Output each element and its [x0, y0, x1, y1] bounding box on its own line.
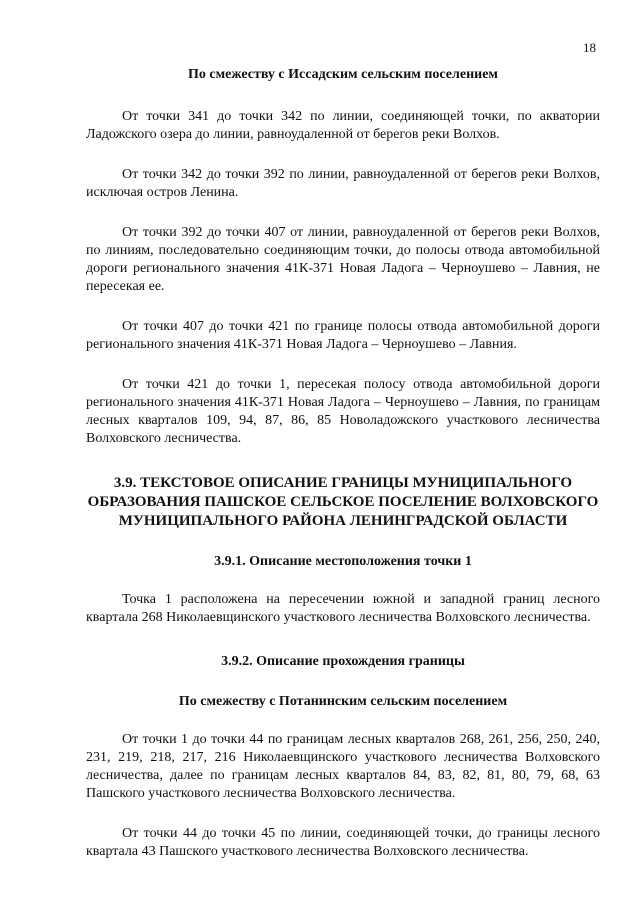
- page-content: [86, 66, 600, 861]
- subsection-title-3-9-1: 3.9.1. Описание местоположения точки 1: [214, 554, 472, 569]
- heading-issad-border: По смежеству с Иссадским сельским поселением: [188, 67, 498, 82]
- heading-potanino-border: По смежеству с Потанинским сельским поселением: [178, 694, 508, 709]
- paragraph-issad-4: От точки 407 до точки 421 по границе полосы отвода автомобильной дороги регионального значения 41К-371 Новая Ладога – Черноушево – Лавния.: [86, 319, 600, 352]
- section-title-3-9: 3.9. ТЕКСТОВОЕ ОПИСАНИЕ ГРАНИЦЫ МУНИЦИПАЛЬНОГО ОБРАЗОВАНИЯ ПАШСКОЕ СЕЛЬСКОЕ ПОСЕЛЕНИЕ ВОЛХОВСКОГО МУНИЦИПАЛЬНОГО РАЙОНА ЛЕНИНГРАДСКОЙ ОБЛАСТИ: [87, 475, 599, 529]
- paragraph-potanino-2: От точки 44 до точки 45 по линии, соединяющей точки, до границы лесного квартала 43 Пашского участкового лесничества Волховского лесничества.: [86, 826, 600, 859]
- paragraph-potanino-1: От точки 1 до точки 44 по границам лесных кварталов 268, 261, 256, 250, 240, 231, 219, 218, 217, 216 Николаевщинского участкового лесничества Волховского лесничества, далее по границам лесных кварталов 84, 83, 82, 81, 80, 79, 68, 63 Пашского участкового лесничества Волховского лесничества.: [86, 732, 600, 801]
- paragraph-point-1-location: Точка 1 расположена на пересечении южной и западной границ лесного квартала 268 Николаевщинского участкового лесничества Волховского лесничества.: [86, 592, 600, 625]
- page-number: 18: [583, 40, 596, 55]
- paragraph-issad-5: От точки 421 до точки 1, пересекая полосу отвода автомобильной дороги регионального значения 41К-371 Новая Ладога – Черноушево – Лавния, по границам лесных кварталов 109, 94, 87, 86, 85 Новоладожского участкового лесничества Волховского лесничества.: [86, 377, 600, 446]
- paragraph-issad-3: От точки 392 до точки 407 от линии, равноудаленной от берегов реки Волхов, по линиям, последовательно соединяющим точки, до полосы отвода автомобильной дороги регионального значения 41К-371 Новая Ладога – Черноушево – Лавния, не пересекая ее.: [86, 225, 600, 294]
- paragraph-issad-2: От точки 342 до точки 392 по линии, равноудаленной от берегов реки Волхов, исключая остров Ленина.: [86, 167, 600, 200]
- subsection-title-3-9-2: 3.9.2. Описание прохождения границы: [221, 654, 465, 669]
- paragraph-issad-1: От точки 341 до точки 342 по линии, соединяющей точки, по акватории Ладожского озера до линии, равноудаленной от берегов реки Волхов.: [86, 109, 600, 142]
